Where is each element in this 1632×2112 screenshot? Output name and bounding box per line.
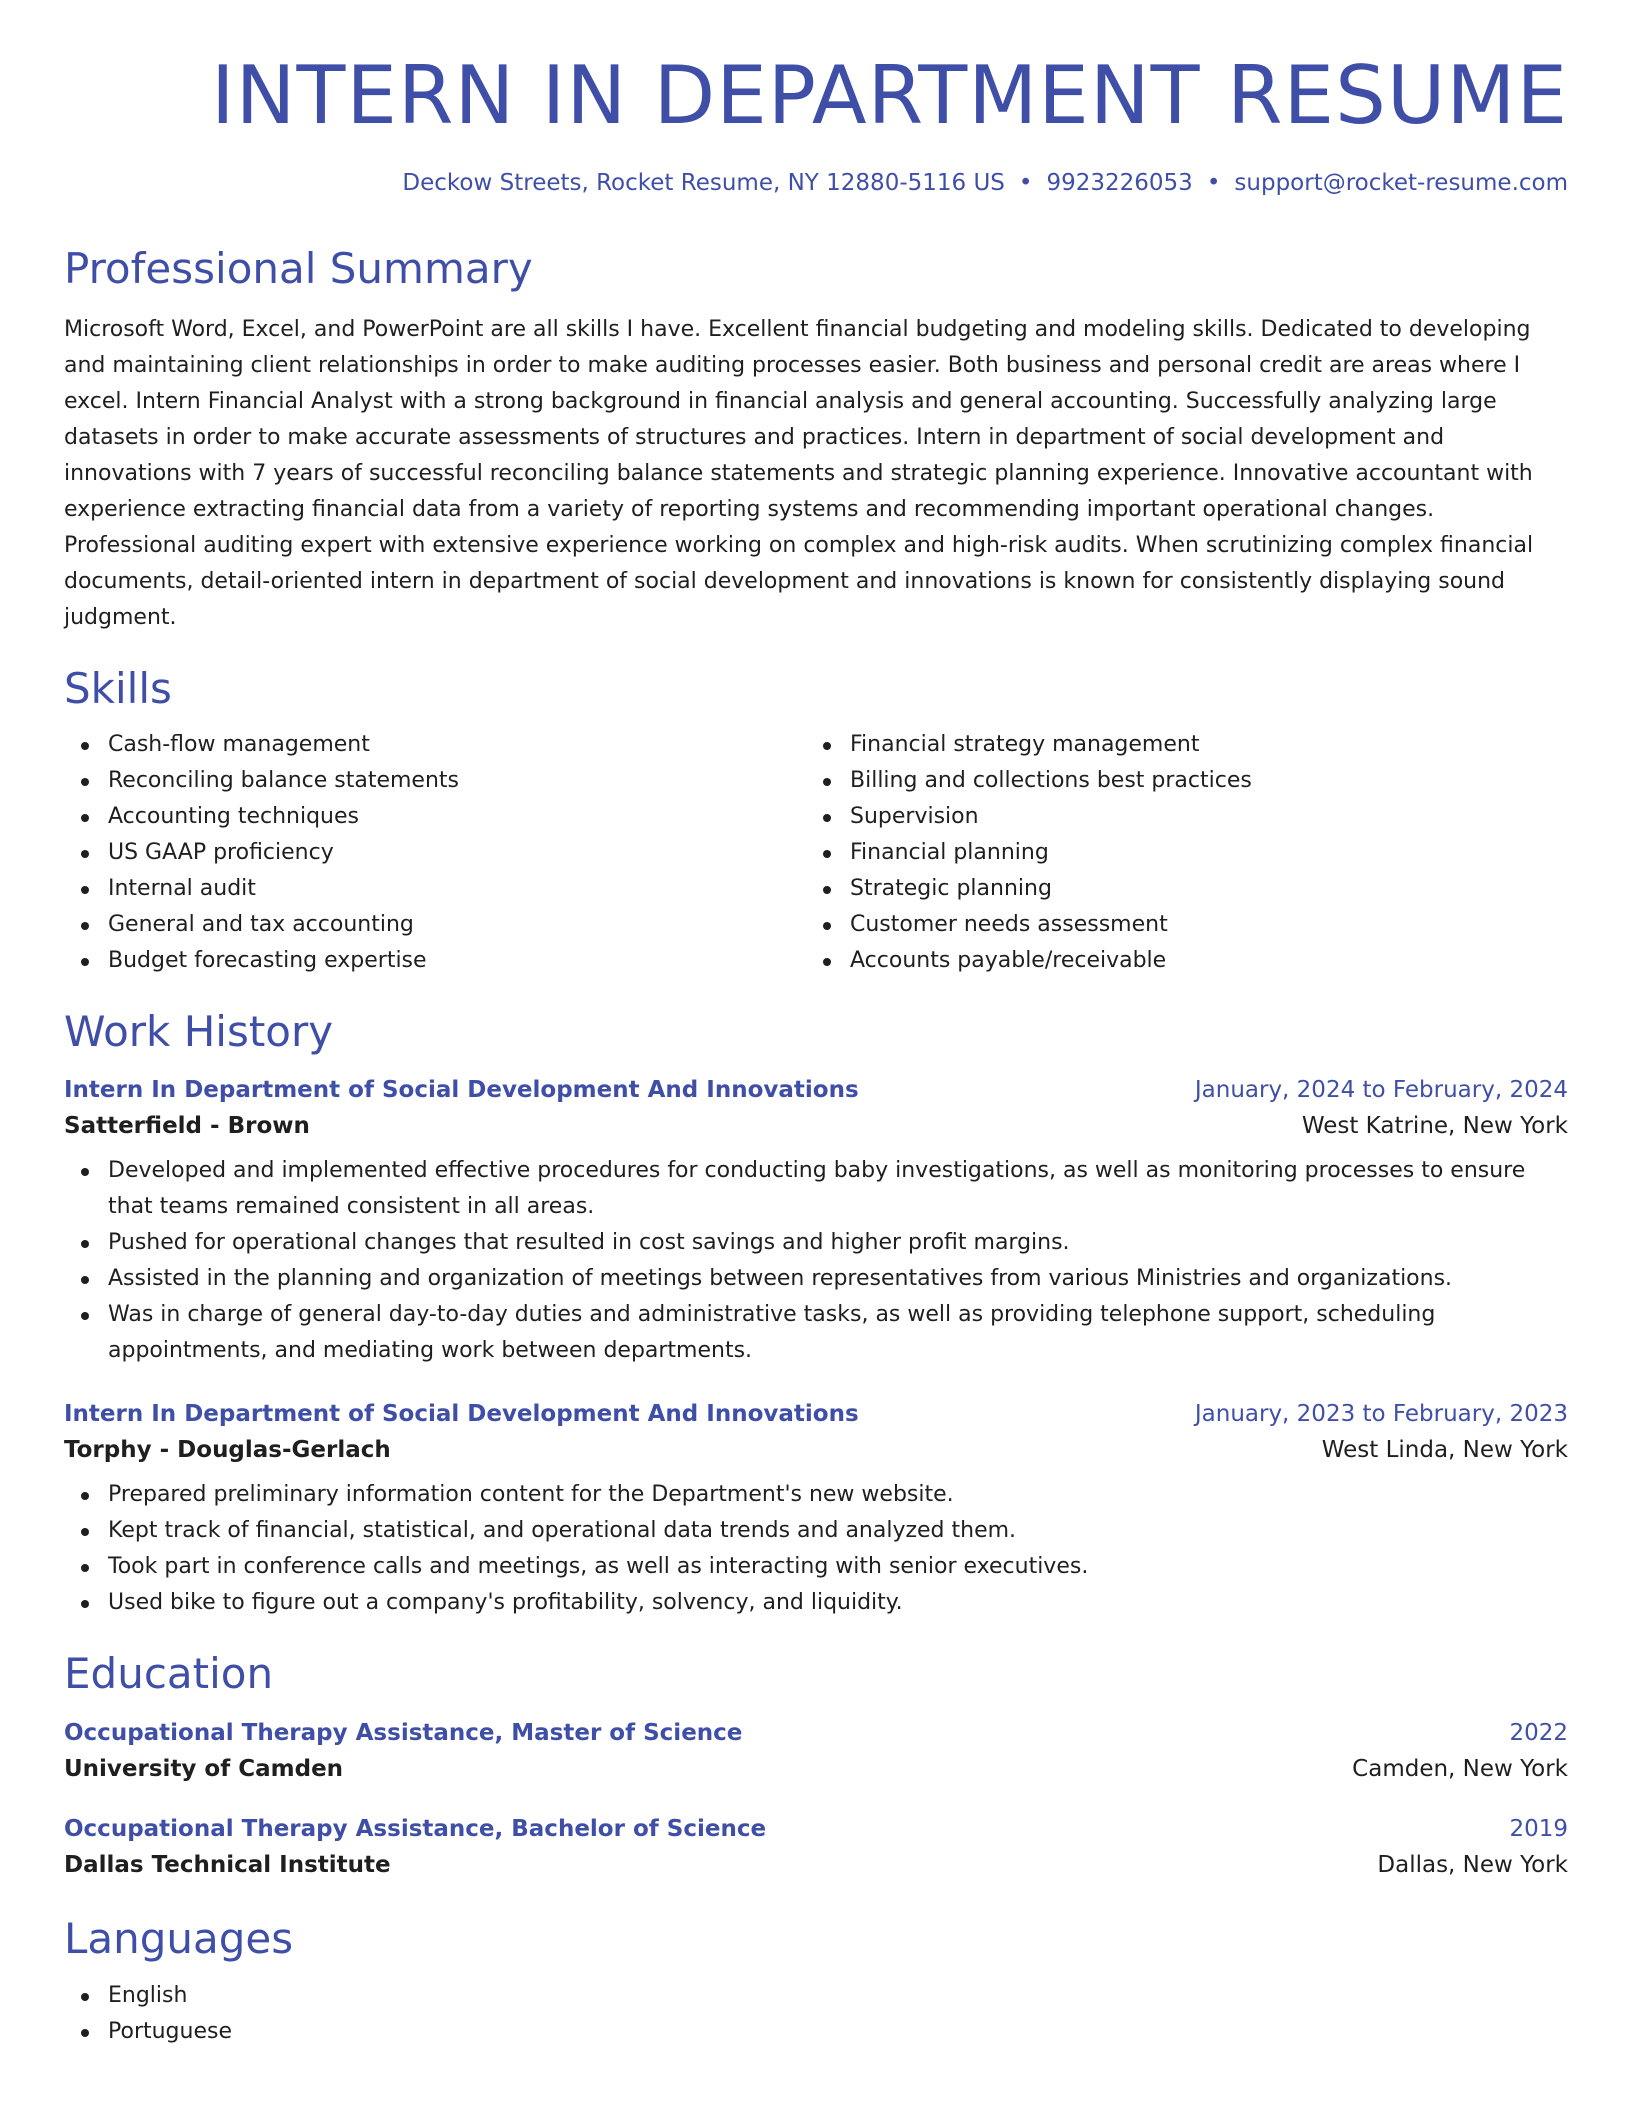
resume-title: INTERN IN DEPARTMENT RESUME xyxy=(211,49,1568,142)
education-location: Camden, New York xyxy=(1352,1755,1568,1782)
skill-item: Billing and collections best practices xyxy=(806,763,1568,799)
education-school: Dallas Technical Institute xyxy=(64,1851,391,1878)
job-bullet: Pushed for operational changes that resulted in cost savings and higher profit margins. xyxy=(64,1225,1568,1261)
job-bullet: Prepared preliminary information content for the Department's new website. xyxy=(64,1477,1568,1513)
education-school-row xyxy=(64,1756,1568,1782)
job-bullet: Kept track of financial, statistical, and operational data trends and analyzed them. xyxy=(64,1513,1568,1549)
job-bullets xyxy=(64,1477,1568,1621)
job-bullet: Assisted in the planning and organization of meetings between representatives from various Ministries and organizations. xyxy=(64,1261,1568,1297)
skill-item: Accounts payable/receivable xyxy=(806,943,1568,979)
education-heading: Education xyxy=(64,1649,274,1699)
language-item: Portuguese xyxy=(64,2014,1568,2050)
job-bullets xyxy=(64,1153,1568,1369)
skills-heading: Skills xyxy=(64,664,172,714)
work-history-section xyxy=(64,1007,1568,1621)
job-company: Satterfield - Brown xyxy=(64,1113,310,1140)
skill-item: Financial strategy management xyxy=(806,727,1568,763)
skill-item: Accounting techniques xyxy=(64,799,806,835)
skill-item: Financial planning xyxy=(806,835,1568,871)
job-entry xyxy=(64,1077,1568,1369)
languages-section xyxy=(64,1914,1568,2050)
education-school: University of Camden xyxy=(64,1755,344,1782)
skill-item: Internal audit xyxy=(64,871,806,907)
contact-address: Deckow Streets, Rocket Resume, NY 12880-5116 US xyxy=(402,170,1005,196)
contact-separator: • xyxy=(1206,170,1221,196)
skills-list-right xyxy=(806,727,1568,979)
education-school-row xyxy=(64,1852,1568,1878)
skills-list-left xyxy=(64,727,806,979)
education-header-row xyxy=(64,1816,1568,1842)
job-entry xyxy=(64,1401,1568,1621)
contact-separator: • xyxy=(1018,170,1033,196)
education-entry xyxy=(64,1816,1568,1878)
job-bullet: Took part in conference calls and meetings, as well as interacting with senior executives. xyxy=(64,1549,1568,1585)
job-dates: January, 2023 to February, 2023 xyxy=(1194,1401,1568,1428)
skill-item: Budget forecasting expertise xyxy=(64,943,806,979)
skill-item: Strategic planning xyxy=(806,871,1568,907)
job-header-row xyxy=(64,1401,1568,1427)
education-header-row xyxy=(64,1720,1568,1746)
job-header-row xyxy=(64,1077,1568,1103)
skills-grid xyxy=(64,727,1568,979)
education-degree: Occupational Therapy Assistance, Bachelor of Science xyxy=(64,1815,767,1842)
skill-item: Cash-flow management xyxy=(64,727,806,763)
work-history-heading: Work History xyxy=(64,1006,334,1056)
skill-item: US GAAP proficiency xyxy=(64,835,806,871)
education-section xyxy=(64,1649,1568,1877)
contact-phone: 9923226053 xyxy=(1046,170,1193,196)
job-location: West Linda, New York xyxy=(1321,1437,1568,1464)
languages-heading: Languages xyxy=(64,1913,294,1963)
education-year: 2022 xyxy=(1509,1719,1568,1746)
summary-heading: Professional Summary xyxy=(64,244,533,293)
job-bullet: Was in charge of general day-to-day duties and administrative tasks, as well as providing telephone support, scheduling appointments, and mediating work between departments. xyxy=(64,1297,1568,1369)
job-bullet: Developed and implemented effective procedures for conducting baby investigations, as well as monitoring processes to ensure that teams remained consistent in all areas. xyxy=(64,1153,1568,1225)
job-bullet: Used bike to figure out a company's profitability, solvency, and liquidity. xyxy=(64,1585,1568,1621)
job-company-row xyxy=(64,1113,1568,1139)
education-degree: Occupational Therapy Assistance, Master of Science xyxy=(64,1719,743,1746)
job-dates: January, 2024 to February, 2024 xyxy=(1194,1077,1568,1104)
job-title: Intern In Department of Social Development And Innovations xyxy=(64,1401,859,1428)
skill-item: Reconciling balance statements xyxy=(64,763,806,799)
languages-list xyxy=(64,1978,1568,2050)
skill-item: Customer needs assessment xyxy=(806,907,1568,943)
contact-line xyxy=(64,170,1568,196)
job-company-row xyxy=(64,1437,1568,1463)
job-title: Intern In Department of Social Development And Innovations xyxy=(64,1077,859,1104)
education-year: 2019 xyxy=(1509,1815,1568,1842)
skill-item: General and tax accounting xyxy=(64,907,806,943)
education-location: Dallas, New York xyxy=(1377,1851,1568,1878)
summary-section xyxy=(64,244,1568,636)
language-item: English xyxy=(64,1978,1568,2014)
contact-email: support@rocket-resume.com xyxy=(1234,170,1568,196)
skills-section xyxy=(64,664,1568,978)
skill-item: Supervision xyxy=(806,799,1568,835)
job-company: Torphy - Douglas-Gerlach xyxy=(64,1437,391,1464)
education-entry xyxy=(64,1720,1568,1782)
job-location: West Katrine, New York xyxy=(1301,1113,1568,1140)
summary-text: Microsoft Word, Excel, and PowerPoint are all skills I have. Excellent financial budgeting and modeling skills. Dedicated to developing and maintaining client relationships in order to make auditing processes easier. Both business and personal credit are areas where I excel. Intern Financial Analyst with a strong background in financial analysis and general accounting. Successfully analyzing large datasets in order to make accurate assessments of structures and practices. Intern in department of social development and innovations with 7 years of successful reconciling balance statements and strategic planning experience. Innovative accountant with experience extracting financial data from a variety of reporting systems and recommending important operational changes. Professional auditing expert with extensive experience working on complex and high-risk audits. When scrutinizing complex financial documents, detail-oriented intern in department of social development and innovations is known for consistently displaying sound judgment. xyxy=(64,317,1534,631)
